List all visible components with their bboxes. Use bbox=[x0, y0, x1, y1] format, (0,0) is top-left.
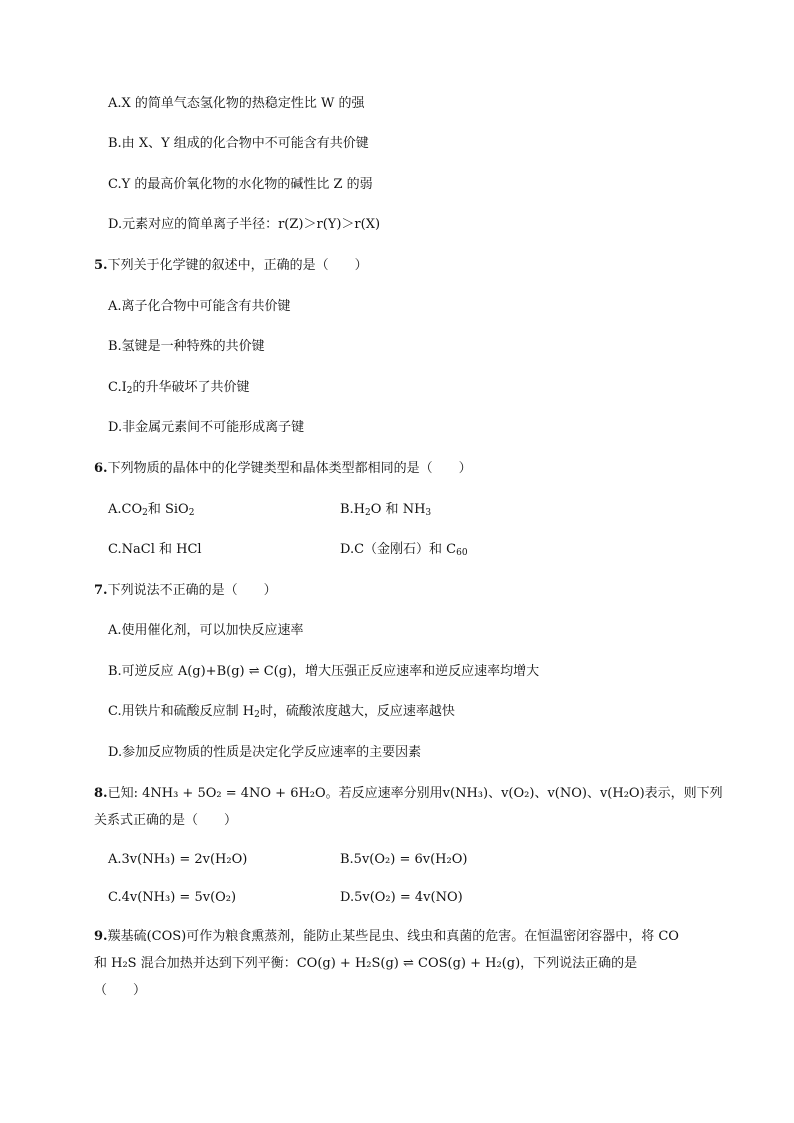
q5-stem-text: 下列关于化学键的叙述中，正确的是（ ） bbox=[107, 258, 368, 273]
q8-stem-line2: 关系式正确的是（ ） bbox=[94, 813, 238, 828]
q7-stem-text: 下列说法不正确的是（ ） bbox=[107, 583, 277, 598]
q8-option-c: C.4v(NH₃) = 5v(O₂) bbox=[108, 890, 237, 905]
q6-option-c: C.NaCl 和 HCl bbox=[108, 542, 202, 557]
q6-b-sub2: 3 bbox=[425, 508, 432, 518]
q6-a-mid: 和 SiO bbox=[147, 502, 189, 517]
q5-option-b: B.氢键是一种特殊的共价键 bbox=[108, 339, 265, 354]
q7-c-post: 时，硫酸浓度越大，反应速率越快 bbox=[259, 704, 455, 719]
q5-option-a: A.离子化合物中可能含有共价键 bbox=[108, 299, 291, 314]
q6-stem-text: 下列物质的晶体中的化学键类型和晶体类型都相同的是（ ） bbox=[107, 461, 472, 476]
q8-stem-text-1: 已知: 4NH₃ + 5O₂ = 4NO + 6H₂O。若反应速率分别用v(NH₃)、v(O₂)、v(NO)、v(H₂O)表示，则下列 bbox=[107, 786, 723, 801]
q6-number: 6. bbox=[94, 461, 108, 476]
q9-stem-line3: （ ） bbox=[94, 983, 147, 998]
q4-option-a: A.X 的简单气态氢化物的热稳定性比 W 的强 bbox=[108, 96, 365, 111]
q5-stem bbox=[94, 257, 368, 275]
q6-option-b bbox=[340, 501, 431, 519]
q7-number: 7. bbox=[94, 583, 108, 598]
q8-option-d: D.5v(O₂) = 4v(NO) bbox=[340, 890, 463, 905]
q5-option-d: D.非金属元素间不可能形成离子键 bbox=[108, 420, 305, 435]
q7-option-b: B.可逆反应 A(g)+B(g) ⇌ C(g)，增大压强正反应速率和逆反应速率均增大 bbox=[108, 664, 540, 679]
q6-option-d bbox=[340, 541, 468, 559]
q6-d-sub: 60 bbox=[456, 548, 468, 558]
q7-c-pre: C.用铁片和硫酸反应制 H bbox=[108, 704, 255, 719]
q6-a-pre: A.CO bbox=[108, 502, 143, 517]
q4-option-b: B.由 X、Y 组成的化合物中不可能含有共价键 bbox=[108, 136, 369, 151]
q6-b-mid: O 和 NH bbox=[370, 502, 426, 517]
q6-option-a bbox=[108, 501, 194, 519]
q4-option-d: D.元素对应的简单离子半径：r(Z)＞r(Y)＞r(X) bbox=[108, 217, 381, 232]
q9-stem-line2: 和 H₂S 混合加热并达到下列平衡：CO(g) + H₂S(g) ⇌ COS(g) + H₂(g)，下列说法正确的是 bbox=[94, 956, 638, 971]
q9-stem-line1 bbox=[94, 928, 679, 946]
q6-d-pre: D.C（金刚石）和 C bbox=[340, 542, 457, 557]
q6-stem bbox=[94, 460, 472, 478]
q5-option-c bbox=[108, 379, 250, 397]
q9-number: 9. bbox=[94, 929, 108, 944]
q6-b-pre: B.H bbox=[340, 502, 366, 517]
q8-stem-line1 bbox=[94, 785, 723, 803]
q5-c-pre: C.I bbox=[108, 380, 127, 395]
q6-a-sub2: 2 bbox=[188, 508, 195, 518]
q8-option-a: A.3v(NH₃) = 2v(H₂O) bbox=[108, 852, 248, 867]
q7-c-sub: 2 bbox=[254, 710, 260, 720]
q6-b-sub1: 2 bbox=[365, 508, 371, 518]
q7-option-d: D.参加反应物质的性质是决定化学反应速率的主要因素 bbox=[108, 745, 422, 760]
q7-option-c bbox=[108, 703, 455, 721]
q8-number: 8. bbox=[94, 786, 108, 801]
q5-number: 5. bbox=[94, 258, 108, 273]
q9-stem-text-1: 羰基硫(COS)可作为粮食熏蒸剂，能防止某些昆虫、线虫和真菌的危害。在恒温密闭容器中，将 CO bbox=[107, 929, 679, 944]
q6-a-sub1: 2 bbox=[142, 508, 148, 518]
q7-option-a: A.使用催化剂，可以加快反应速率 bbox=[108, 623, 304, 638]
q4-option-c: C.Y 的最高价氧化物的水化物的碱性比 Z 的弱 bbox=[108, 177, 373, 192]
q5-c-post: 的升华破坏了共价键 bbox=[132, 380, 250, 395]
q5-c-sub: 2 bbox=[126, 386, 133, 396]
q8-option-b: B.5v(O₂) = 6v(H₂O) bbox=[340, 852, 468, 867]
q7-stem bbox=[94, 582, 277, 600]
